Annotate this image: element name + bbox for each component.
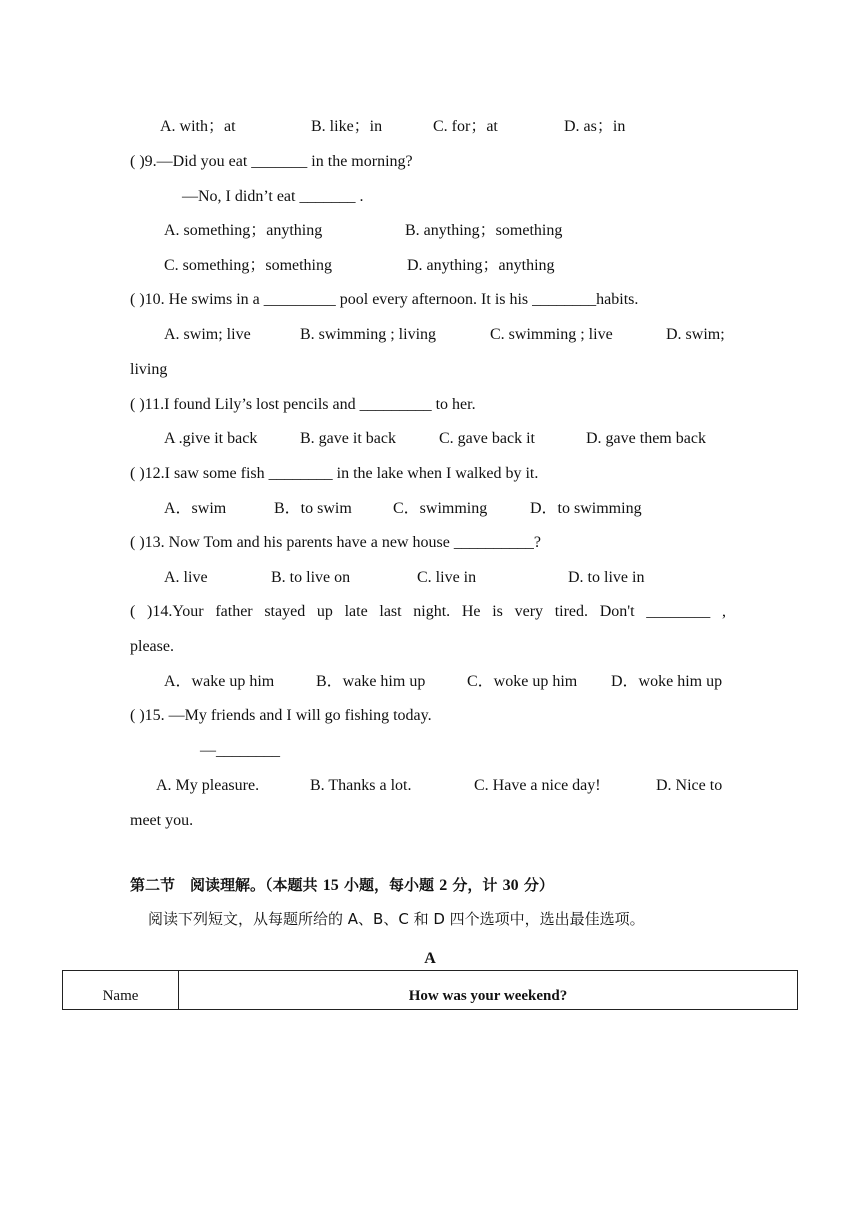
passage-label: A	[424, 950, 436, 967]
q12-option-d: D．to swimming	[530, 500, 642, 517]
q14-stem: ( )14.Your father stayed up late last night. He is very tired. Don't ________ ,	[130, 603, 726, 620]
table-header-name: Name	[63, 971, 179, 1010]
q9-option-a: A. something；anything	[164, 222, 323, 239]
q15-stem: ( )15. —My friends and I will go fishing today.	[130, 707, 432, 724]
section2-title-count: 15	[322, 877, 339, 894]
q13-option-c: C. live in	[417, 569, 477, 586]
q12-option-a: A．swim	[164, 500, 227, 517]
q11-option-c: C. gave back it	[439, 430, 535, 447]
q13-option-b: B. to live on	[271, 569, 351, 586]
q11-option-d: D. gave them back	[586, 430, 706, 447]
q8-option-a: A. with；at	[160, 118, 236, 135]
q11-option-b: B. gave it back	[300, 430, 396, 447]
q9-option-d: D. anything；anything	[407, 257, 555, 274]
section2-title-total: 30	[502, 877, 519, 894]
q10-option-d: D. swim;	[666, 326, 725, 343]
q9-option-c: C. something；something	[164, 257, 333, 274]
table-header-question: How was your weekend?	[179, 971, 798, 1010]
q15-option-c: C. Have a nice day!	[474, 777, 601, 794]
q11-stem: ( )11.I found Lily’s lost pencils and _________ to her.	[130, 396, 476, 413]
section2-title	[130, 875, 554, 896]
section2-title-part: 第二节 阅读理解。（本题共	[130, 876, 323, 894]
section2-instruction: 阅读下列短文，从每题所给的 A、B、C 和 D 四个选项中，选出最佳选项。	[148, 910, 645, 928]
q10-option-a: A. swim; live	[164, 326, 251, 343]
q14-option-b: B．wake him up	[316, 673, 426, 690]
section2-title-part: 小题，每小题	[338, 876, 440, 894]
q15-option-a: A. My pleasure.	[156, 777, 260, 794]
q10-option-c: C. swimming ; live	[490, 326, 613, 343]
q13-stem: ( )13. Now Tom and his parents have a new house __________?	[130, 534, 541, 551]
q10-option-d-wrap: living	[130, 361, 168, 378]
q10-option-b: B. swimming ; living	[300, 326, 437, 343]
q9-reply: —No, I didn’t eat _______ .	[182, 188, 364, 205]
q12-option-c: C．swimming	[393, 500, 488, 517]
section2-title-points: 2	[439, 877, 448, 894]
q13-option-a: A. live	[164, 569, 208, 586]
q8-option-c: C. for；at	[433, 118, 498, 135]
q15-option-b: B. Thanks a lot.	[310, 777, 412, 794]
q8-option-d: D. as；in	[564, 118, 626, 135]
q11-option-a: A .give it back	[164, 430, 258, 447]
q14-option-a: A．wake up him	[164, 673, 275, 690]
q14-option-c: C．woke up him	[467, 673, 578, 690]
q9-stem: ( )9.—Did you eat _______ in the morning?	[130, 153, 413, 170]
q12-stem: ( )12.I saw some fish ________ in the lake when I walked by it.	[130, 465, 539, 482]
q8-option-b: B. like；in	[311, 118, 383, 135]
q15-reply: —________	[200, 742, 280, 759]
passage-table	[62, 970, 798, 1010]
q10-stem: ( )10. He swims in a _________ pool every afternoon. It is his ________habits.	[130, 291, 639, 308]
table-row	[63, 971, 798, 1010]
q9-option-b: B. anything；something	[405, 222, 563, 239]
q14-stem-wrap: please.	[130, 638, 174, 655]
q12-option-b: B．to swim	[274, 500, 352, 517]
q15-option-d: D. Nice to	[656, 777, 723, 794]
q14-option-d: D．woke him up	[611, 673, 723, 690]
section2-title-part: 分，计	[447, 876, 503, 894]
q13-option-d: D. to live in	[568, 569, 645, 586]
q15-option-d-wrap: meet you.	[130, 812, 194, 829]
section2-title-part: 分）	[518, 876, 554, 894]
